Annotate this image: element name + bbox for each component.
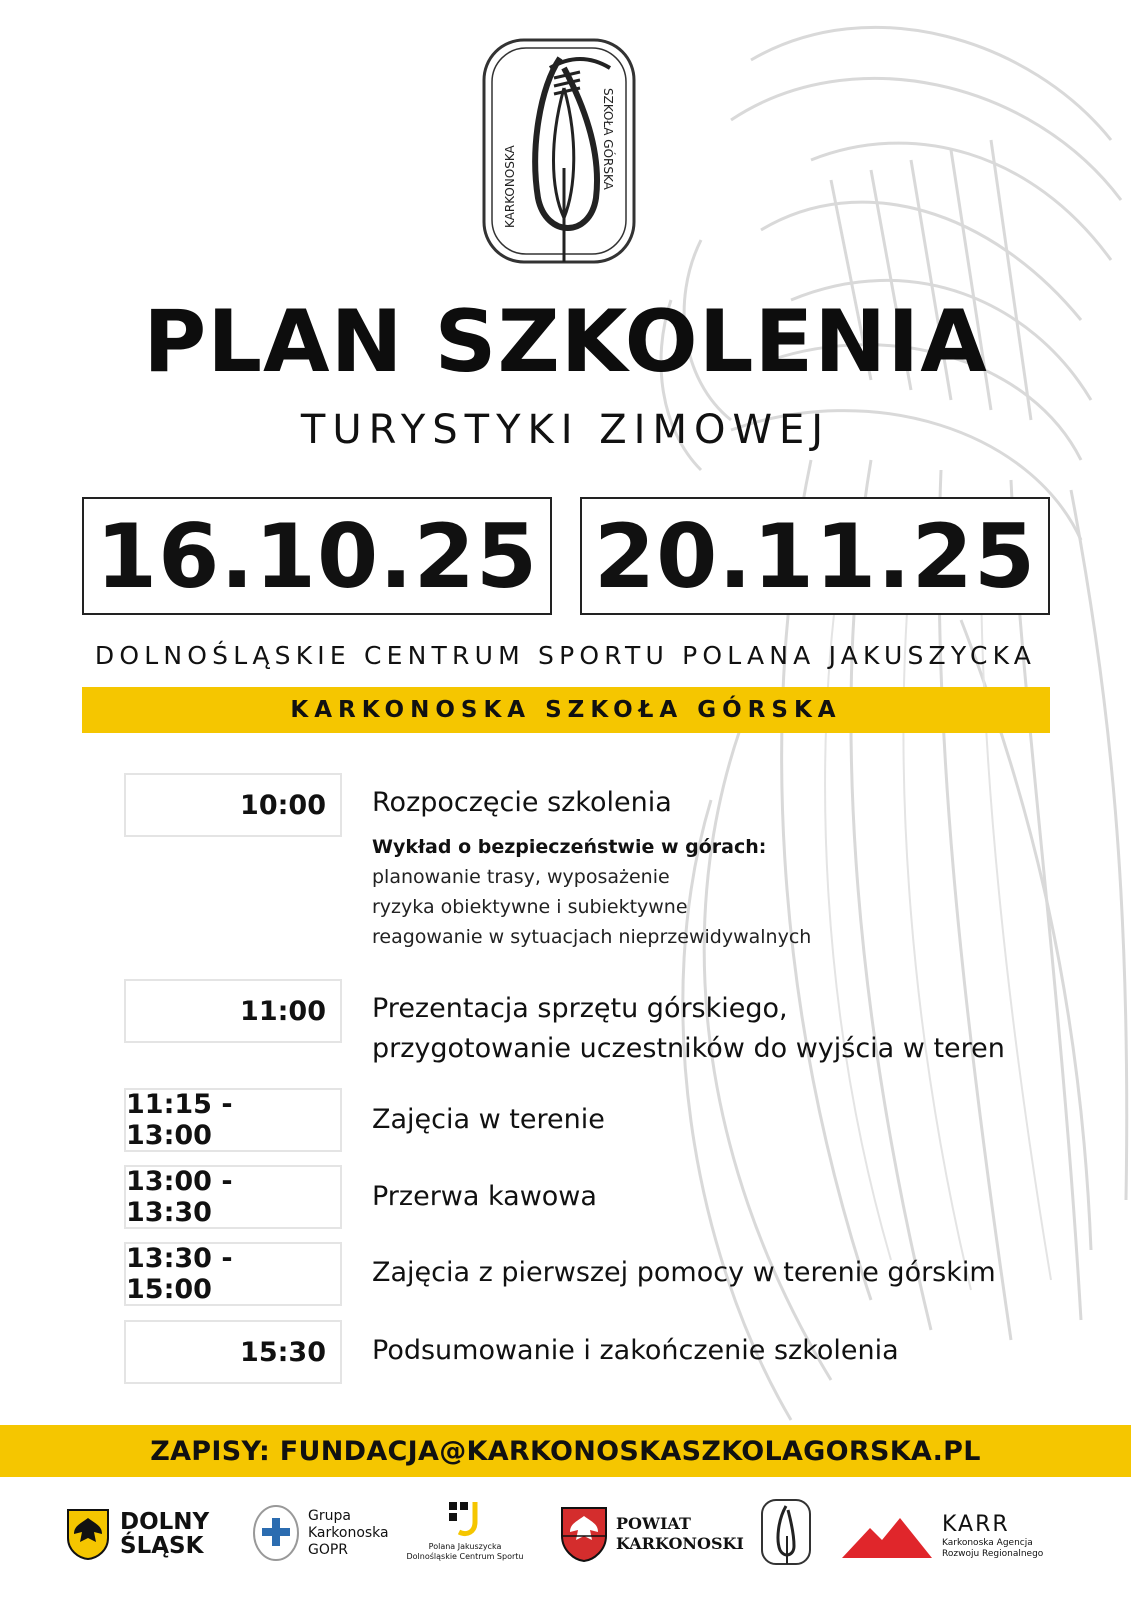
sponsor-karr-line2: Rozwoju Regionalnego (942, 1549, 1044, 1559)
sponsor-powiat (560, 1506, 744, 1562)
sponsor-gopr (252, 1504, 389, 1562)
sponsor-polana (405, 1500, 525, 1562)
gopr-badge-icon (252, 1504, 300, 1562)
sponsor-dolny-line2: ŚLĄSK (120, 1533, 204, 1559)
sponsor-powiat-line1: POWIAT (616, 1514, 691, 1533)
sponsor-polana-line1: Polana Jakuszycka (428, 1542, 502, 1551)
page-title: PLAN SZKOLENIA (143, 292, 988, 392)
powiat-crest-icon (560, 1506, 608, 1562)
sponsor-polana-line2: Dolnośląskie Centrum Sportu (406, 1552, 524, 1561)
time-box: 11:15 - 13:00 (124, 1088, 342, 1152)
sponsor-karr-line1: Karkonoska Agencja (942, 1538, 1033, 1548)
time-box: 15:30 (124, 1320, 342, 1384)
eagle-shield-icon (66, 1508, 110, 1560)
time-box: 13:00 - 13:30 (124, 1165, 342, 1229)
organizer-bar: KARKONOSKA SZKOŁA GÓRSKA (82, 687, 1050, 733)
registration-bar: ZAPISY: FUNDACJA@KARKONOSKASZKOLAGORSKA.PL (0, 1425, 1131, 1477)
logo-right-text: SZKOŁA GÓRSKA (601, 88, 615, 190)
page-subtitle: TURYSTYKI ZIMOWEJ (300, 407, 831, 453)
schedule-item-title: Podsumowanie i zakończenie szkolenia (372, 1335, 899, 1366)
karr-mountain-icon (842, 1514, 932, 1558)
logo-left-text: KARKONOSKA (503, 145, 517, 228)
schedule-detail-line: planowanie trasy, wyposażenie (372, 866, 670, 888)
time-box: 10:00 (124, 773, 342, 837)
schedule-item-title: Przerwa kawowa (372, 1181, 597, 1212)
schedule-item-title: Zajęcia z pierwszej pomocy w terenie górskim (372, 1257, 996, 1288)
sponsor-gopr-line3: GOPR (308, 1541, 349, 1558)
sponsor-gopr-line2: Karkonoska (308, 1524, 389, 1541)
sponsor-karr (842, 1512, 1043, 1560)
sponsor-gopr-line1: Grupa (308, 1507, 351, 1524)
school-logo-small-icon (760, 1496, 816, 1568)
date-box-1: 16.10.25 (82, 497, 552, 615)
schedule-detail-line: ryzyka obiektywne i subiektywne (372, 896, 688, 918)
time-box: 11:00 (124, 979, 342, 1043)
polana-j-icon (447, 1500, 483, 1538)
sponsor-powiat-line2: KARKONOSKI (616, 1534, 744, 1553)
school-logo (480, 28, 650, 278)
schedule-item-title: Rozpoczęcie szkolenia (372, 787, 672, 818)
schedule-detail-heading: Wykład o bezpieczeństwie w górach: (372, 836, 767, 858)
sponsor-karr-name: KARR (942, 1512, 1010, 1537)
time-box: 13:30 - 15:00 (124, 1242, 342, 1306)
schedule-item-title: przygotowanie uczestników do wyjścia w teren (372, 1033, 1005, 1064)
schedule-detail-line: reagowanie w sytuacjach nieprzewidywalnych (372, 926, 812, 948)
sponsor-dolny-slask (66, 1508, 209, 1560)
sponsor-dolny-line1: DOLNY (120, 1509, 210, 1535)
schedule-item-title: Zajęcia w terenie (372, 1104, 605, 1135)
date-box-2: 20.11.25 (580, 497, 1050, 615)
schedule-item-title: Prezentacja sprzętu górskiego, (372, 993, 788, 1024)
venue: DOLNOŚLĄSKIE CENTRUM SPORTU POLANA JAKUSZYCKA (94, 641, 1037, 670)
